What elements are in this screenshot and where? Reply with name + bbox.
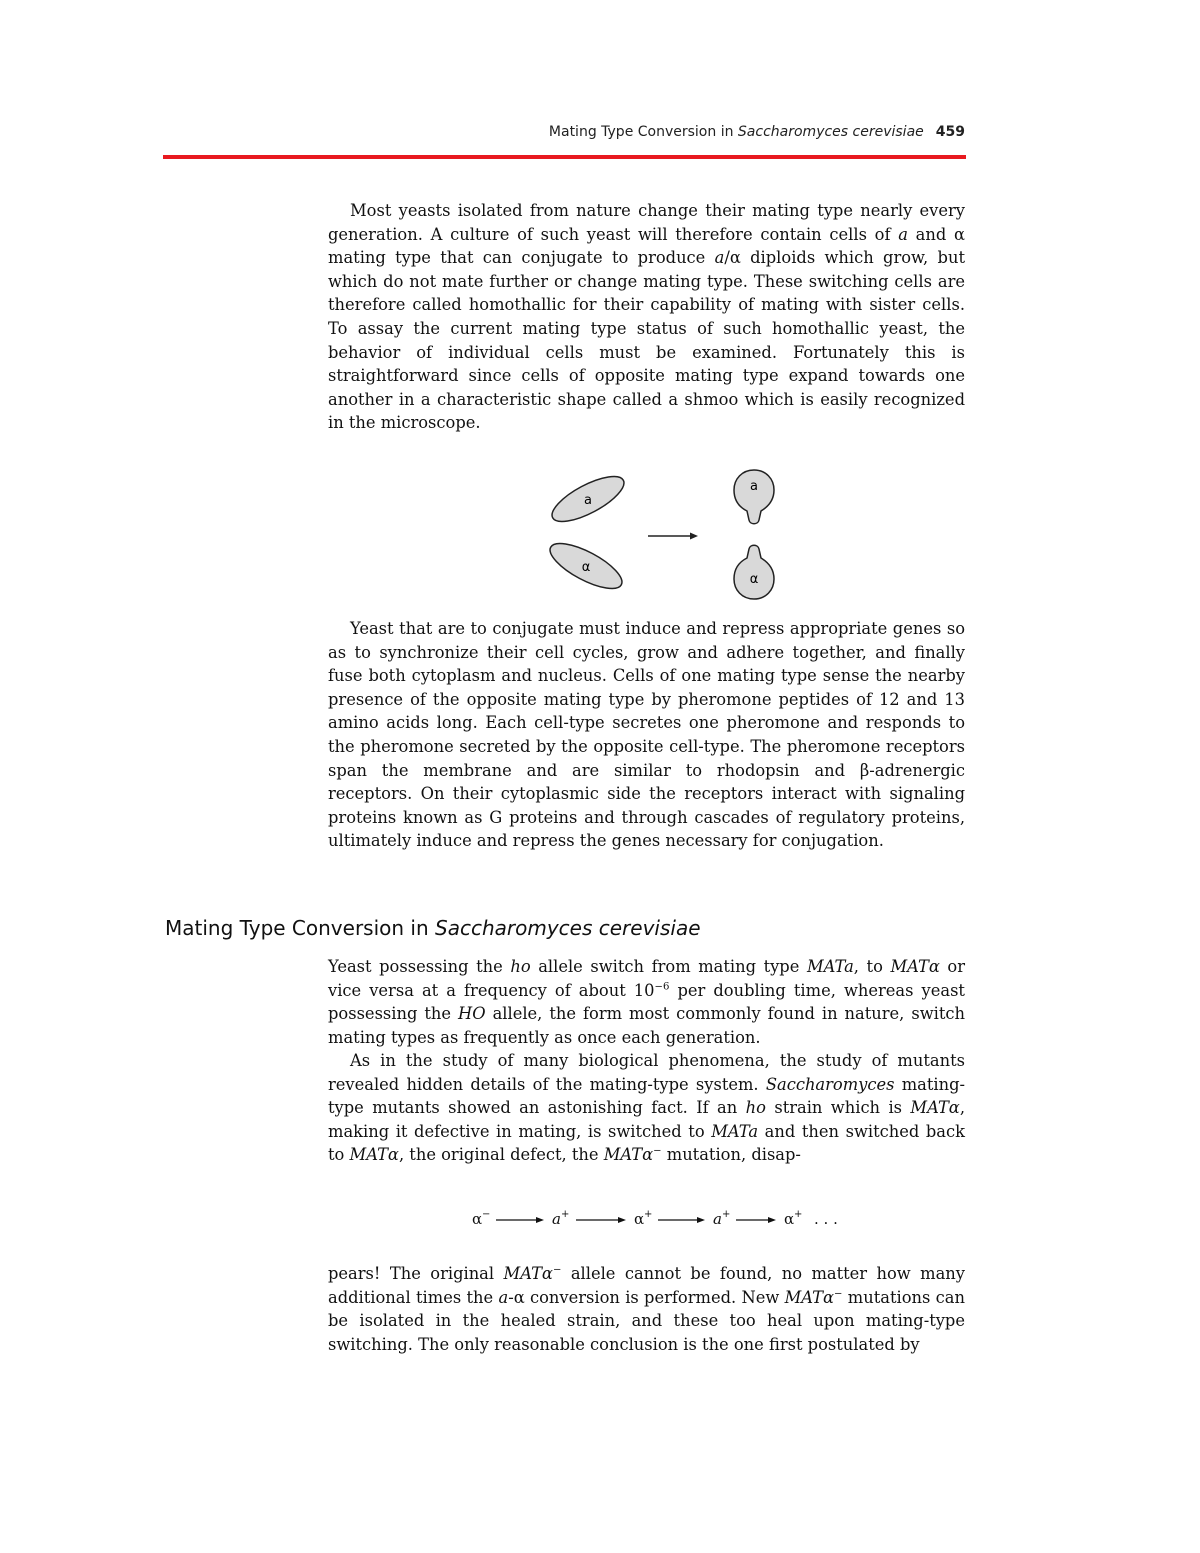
a-shmoo-label: a	[750, 479, 758, 494]
sequence-sign: +	[794, 1209, 803, 1220]
arrow-right-icon	[496, 1217, 544, 1223]
sequence-sign: +	[561, 1209, 570, 1220]
mating-type-switch-sequence	[468, 1206, 868, 1234]
paragraph-conjugation: Yeast that are to conjugate must induce and repress appropriate genes so as to synchronize their cell cycles, grow and adhere together, and finally fuse both cytoplasm and nucleus. Cells of one mating type sense the nearby presence of the opposite mating type by pheromone peptides of 12 and 13 amino acids long. Each cell-type secretes one pheromone and responds to the pheromone secreted by the opposite cell-type. The pheromone receptors span the membrane and are similar to rhodopsin and β-adrenergic receptors. On their cytoplasmic side the receptors interact with signaling proteins known as G proteins and through cascades of regulatory proteins, ultimately induce and repress the genes necessary for conjugation.	[328, 619, 965, 851]
sequence-sign: −	[482, 1209, 491, 1220]
sequence-item: a	[552, 1210, 561, 1228]
sequence-item: α	[634, 1210, 645, 1228]
a-cell-icon	[546, 468, 630, 530]
arrow-right-icon	[576, 1217, 626, 1223]
alpha-cell-icon	[544, 535, 628, 597]
a-shmoo-icon	[734, 470, 774, 524]
sequence-item: a	[713, 1210, 722, 1228]
a-cell-label: a	[584, 493, 592, 508]
paragraph-switching-frequency: Yeast possessing the ho allele switch from mating type MATa, to MATα or vice versa at a frequency of about $10^{-6}$ per doubling time, whereas yeast possessing the HO allele, the form most commonly found in nature, switch mating types as frequently as once each generation.	[328, 957, 965, 1047]
paragraph-healing: pears! The original MATα− allele cannot be found, no matter how many additional times the a-α conversion is performed. New MATα− mutations can be isolated in the healed strain, and these too heal upon mating-type switching. The only reasonable conclusion is the one first postulated by	[328, 1264, 965, 1354]
alpha-shmoo-icon	[734, 545, 774, 599]
section-heading: Mating Type Conversion in Saccharomyces cerevisiae	[165, 916, 701, 940]
arrow-right-icon	[736, 1217, 776, 1223]
alpha-cell-label: α	[581, 560, 591, 575]
page-number: 459	[935, 124, 965, 140]
running-head-title: Mating Type Conversion in Saccharomyces cerevisiae	[548, 124, 924, 140]
sequence-ellipsis: . . .	[814, 1210, 838, 1228]
arrow-right-icon	[648, 533, 698, 540]
paragraph-intro: Most yeasts isolated from nature change their mating type nearly every generation. A culture of such yeast will therefore contain cells of a and α mating type that can conjugate to produce a/α diploids which grow, but which do not mate further or change mating type. These switching cells are therefore called homothallic for their capability of mating with sister cells. To assay the current mating type status of such homothallic yeast, the behavior of individual cells must be examined. Fortunately this is straightforward since cells of opposite mating type expand towards one another in a characteristic shape called a shmoo which is easily recognized in the microscope.	[328, 201, 966, 433]
sequence-item: α	[784, 1210, 795, 1228]
sequence-sign: +	[722, 1209, 731, 1220]
arrow-right-icon	[658, 1217, 705, 1223]
running-head	[165, 124, 965, 140]
header-rule	[163, 155, 966, 159]
sequence-item: α	[472, 1210, 483, 1228]
paragraph-mutants: As in the study of many biological phenomena, the study of mutants revealed hidden details of the mating-type system. Saccharomyces mating-type mutants showed an astonishing fact. If an ho strain which is MATα, making it defective in mating, is switched to MATa and then switched back to MATα, the original defect, the MATα− mutation, disap-	[328, 1051, 965, 1165]
alpha-shmoo-label: α	[749, 572, 759, 587]
shmoo-formation-diagram	[540, 462, 790, 607]
sequence-sign: +	[644, 1209, 653, 1220]
